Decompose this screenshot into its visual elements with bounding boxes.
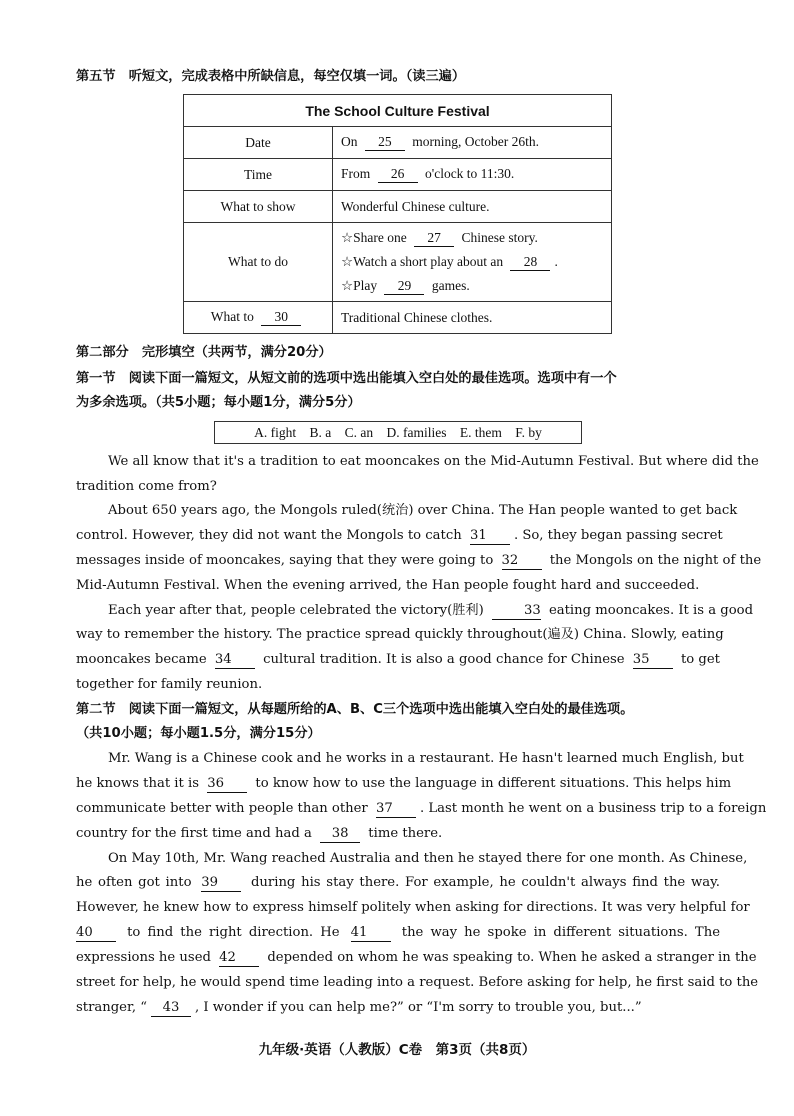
text-segment: cultural tradition. It is also a good chance for Chinese (263, 652, 625, 667)
text-segment: stranger, “ (76, 1000, 147, 1015)
text-segment: Each year after that, people celebrated the victory(胜利) (108, 603, 484, 618)
text-segment: the way he spoke in different situations. The (401, 925, 720, 940)
text-segment: to know how to use the language in different situations. This helps him (255, 776, 732, 791)
passage1-line (76, 647, 720, 672)
text-segment: ☆Watch a short play about an (341, 254, 504, 269)
answer-blank-31: 31 (470, 528, 510, 545)
passage1-line: About 650 years ago, the Mongols ruled(统治) over China. The Han people wanted to get back (108, 503, 738, 518)
page-footer: 九年级·英语（人教版）C卷 第3页（共8页） (258, 1042, 536, 1058)
text-segment: . (554, 254, 558, 269)
section5-heading: 第五节 听短文，完成表格中所缺信息，每空仅填一词。（读三遍） (76, 69, 466, 84)
row-label-date: Date (184, 127, 333, 159)
table-row (184, 223, 612, 302)
row-value-todo (333, 223, 612, 302)
text-segment: communicate better with people than other (76, 801, 368, 816)
text-segment: morning, October 26th. (412, 134, 539, 149)
passage2-line (76, 796, 767, 821)
answer-blank-38: 38 (320, 826, 360, 843)
option-e: E. them (459, 425, 502, 440)
todo-item (341, 274, 603, 298)
answer-blank-32: 32 (502, 553, 542, 570)
passage2-line (76, 945, 757, 970)
text-segment: expressions he used (76, 950, 211, 965)
part2-heading: 第二部分 完形填空（共两节，满分20分） (76, 345, 332, 360)
answer-blank-28: 28 (510, 254, 550, 271)
row-value-last: Traditional Chinese clothes. (333, 302, 612, 334)
answer-blank-25: 25 (365, 134, 405, 151)
passage2-line (76, 821, 720, 846)
answer-blank-41: 41 (351, 925, 391, 942)
part2-s1-heading-2: 为多余选项。（共5小题；每小题1分，满分5分） (76, 395, 361, 410)
text-segment: , I wonder if you can help me?” or “I'm sorry to trouble you, but...” (194, 1000, 642, 1015)
table-title: The School Culture Festival (184, 95, 612, 127)
text-segment: eating mooncakes. It is a good (548, 603, 754, 618)
section2-heading-2: （共10小题；每小题1.5分，满分15分） (76, 726, 321, 741)
passage2-line (76, 870, 720, 895)
text-segment: he often got into (76, 875, 192, 890)
text-segment: ☆Play (341, 278, 378, 293)
passage1-line (76, 548, 762, 573)
passage2-line: street for help, he would spend time leading into a request. Before asking for help, he first said to the (76, 975, 759, 990)
text-segment: during his stay there. For example, he couldn't always find the way. (250, 875, 720, 890)
row-label-time: Time (184, 159, 333, 191)
todo-item (341, 226, 603, 250)
passage1-line: Mid-Autumn Festival. When the evening arrived, the Han people fought hard and succeeded. (76, 578, 700, 593)
text-segment: time there. (368, 826, 443, 841)
text-segment: country for the first time and had a (76, 826, 312, 841)
text-segment: he knows that it is (76, 776, 200, 791)
answer-blank-39: 39 (201, 875, 241, 892)
row-label-last (184, 302, 333, 334)
option-d: D. families (386, 425, 447, 440)
passage1-line: way to remember the history. The practice spread quickly throughout(遍及) China. Slowly, eating (76, 627, 724, 642)
option-b: B. a (309, 425, 332, 440)
answer-blank-37: 37 (376, 801, 416, 818)
answer-blank-27: 27 (414, 230, 454, 247)
text-segment: to find the right direction. He (127, 925, 340, 940)
table-row (184, 159, 612, 191)
answer-blank-43: 43 (151, 1000, 191, 1017)
row-label-show: What to show (184, 191, 333, 223)
passage1-line: We all know that it's a tradition to eat mooncakes on the Mid-Autumn Festival. But where did the (108, 454, 759, 469)
text-segment: mooncakes became (76, 652, 207, 667)
row-value-date (333, 127, 612, 159)
answer-blank-30: 30 (261, 309, 301, 326)
answer-blank-35: 35 (633, 652, 673, 669)
option-a: A. fight (254, 425, 297, 440)
table-row (184, 127, 612, 159)
row-value-show: Wonderful Chinese culture. (333, 191, 612, 223)
text-segment: On (341, 134, 358, 149)
answer-blank-42: 42 (219, 950, 259, 967)
passage2-line (76, 771, 732, 796)
answer-blank-29: 29 (384, 278, 424, 295)
part2-s1-heading-1: 第一节 阅读下面一篇短文，从短文前的选项中选出能填入空白处的最佳选项。选项中有一个 (76, 371, 617, 386)
passage1-line: together for family reunion. (76, 677, 263, 692)
text-segment: control. However, they did not want the Mongols to catch (76, 528, 462, 543)
option-f: F. by (515, 425, 542, 440)
row-value-time (333, 159, 612, 191)
text-segment: the Mongols on the night of the (549, 553, 762, 568)
answer-blank-36: 36 (207, 776, 247, 793)
section2-heading-1: 第二节 阅读下面一篇短文，从每题所给的A、B、C三个选项中选出能填入空白处的最佳选项。 (76, 702, 634, 717)
text-segment: depended on whom he was speaking to. When he asked a stranger in the (267, 950, 757, 965)
text-segment: What to (210, 309, 254, 324)
passage2-line: On May 10th, Mr. Wang reached Australia and then he stayed there for one month. As Chinese, (108, 851, 748, 866)
text-segment: o'clock to 11:30. (425, 166, 515, 181)
answer-blank-34: 34 (215, 652, 255, 669)
options-box (214, 421, 582, 444)
passage2-line: However, he knew how to express himself politely when asking for directions. It was very helpful for (76, 900, 750, 915)
row-label-todo: What to do (184, 223, 333, 302)
text-segment: From (341, 166, 371, 181)
passage1-line (76, 523, 723, 548)
passage1-line (76, 598, 754, 623)
text-segment: to get (680, 652, 720, 667)
answer-blank-40: 40 (76, 925, 116, 942)
answer-blank-26: 26 (378, 166, 418, 183)
table-row (184, 302, 612, 334)
text-segment: ☆Share one (341, 230, 407, 245)
text-segment: games. (431, 278, 470, 293)
passage2-line: Mr. Wang is a Chinese cook and he works in a restaurant. He hasn't learned much English, but (108, 751, 744, 766)
festival-table (183, 94, 612, 334)
table-row (184, 191, 612, 223)
passage2-line (76, 995, 720, 1020)
answer-blank-33: 33 (492, 603, 541, 620)
passage1-line: tradition come from? (76, 479, 217, 494)
passage2-line (76, 920, 720, 945)
option-c: C. an (344, 425, 374, 440)
todo-item (341, 250, 603, 274)
text-segment: messages inside of mooncakes, saying that they were going to (76, 553, 494, 568)
text-segment: Chinese story. (461, 230, 538, 245)
text-segment: . So, they began passing secret (513, 528, 723, 543)
text-segment: . Last month he went on a business trip to a foreign (419, 801, 767, 816)
